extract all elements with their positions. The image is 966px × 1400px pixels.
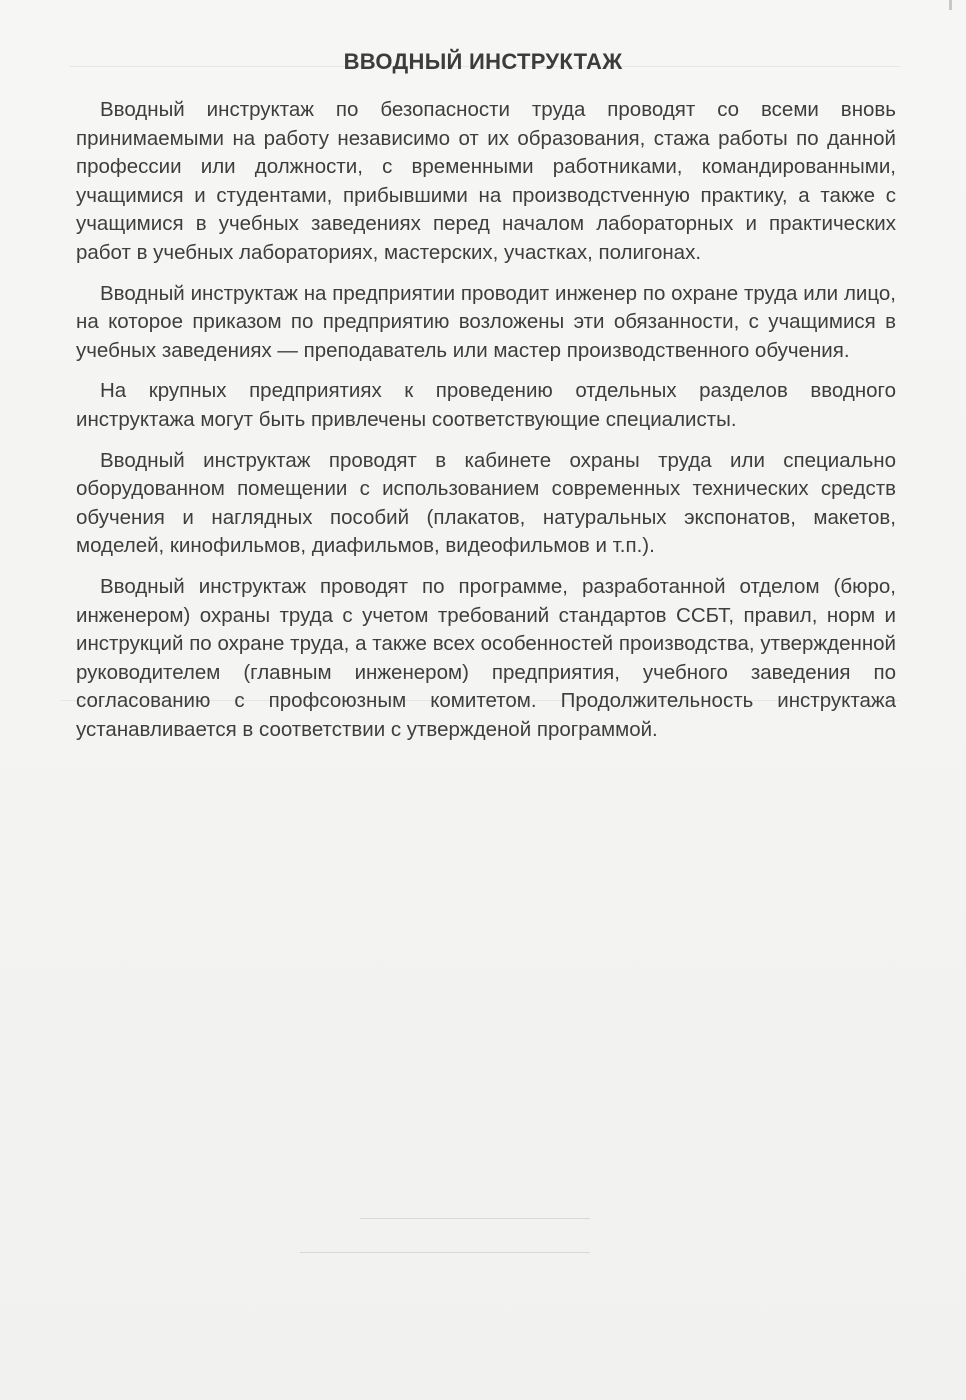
bleed-underline [300, 1252, 590, 1253]
paragraph-conductor: Вводный инструктаж на предприятии проводит инженер по охране труда или лицо, на которое приказом по предприятию возложены эти обязанности, с учащимися в учебных заведениях — преподаватель или мастер производственного обучения. [76, 281, 896, 362]
page-title: ВВОДНЫЙ ИНСТРУКТАЖ [343, 48, 623, 74]
document-body [76, 96, 896, 756]
paragraph-location: Вводный инструктаж проводят в кабинете охраны труда или специально оборудованном помещении с использованием современных технических средств обучения и наглядных пособий (плакатов, натуральных экспонатов, макетов, моделей, кинофильмов, диафильмов, видеофильмов и т.п.). [76, 448, 896, 558]
paragraph-program: Вводный инструктаж проводят по программе, разработанной отделом (бюро, инженером) охраны труда с учетом требований стандартов ССБТ, правил, норм и инструкций по охране труда, а также всех особенностей производства, утвержденной руководителем (главным инженером) предприятия, учебного заведения по согласованию с профсоюзным комитетом. Продолжительность инструктажа устанавливается в соответствии с утвержденой программой. [76, 574, 896, 741]
bleed-underline [360, 1218, 590, 1219]
paragraph-intro: Вводный инструктаж по безопасности труда проводят со всеми вновь принимаемыми на работу независимо от их образования, стажа работы по данной профессии или должности, с временными работниками, командированными, учащимися и студентами, прибывшими на производстvенную практику, а также с учащимися в учебных заведениях перед началом лабораторных и практических работ в учебных лабораториях, мастерских, участках, полигонах. [76, 98, 896, 264]
paragraph-specialists: На крупных предприятиях к проведению отдельных разделов вводного инструктажа могут быть привлечены соответствующие специалисты. [76, 379, 896, 431]
scan-corner-mark [949, 0, 952, 10]
